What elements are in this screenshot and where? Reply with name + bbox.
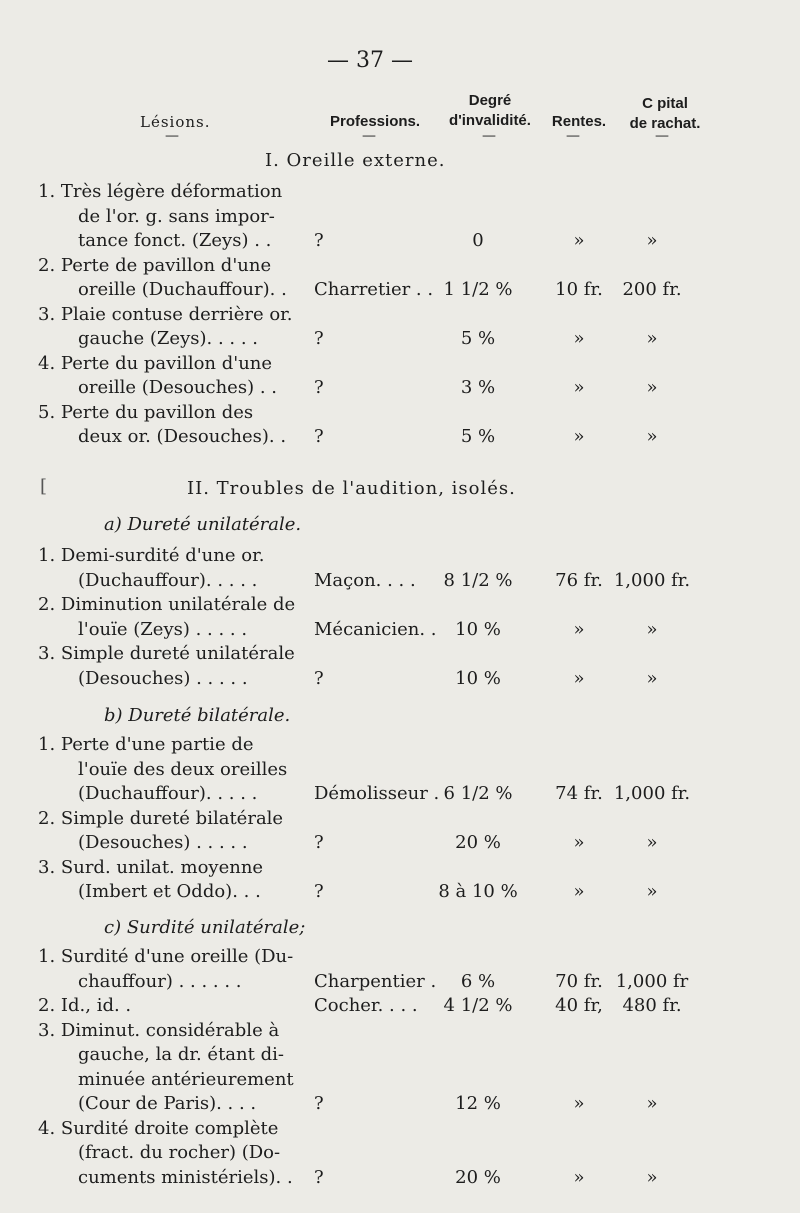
subsection-title: a) Dureté unilatérale. [104, 514, 302, 535]
lesion-cell: gauche (Zeys). . . . . [78, 328, 258, 349]
header-dash: — [165, 128, 179, 144]
table-row [0, 230, 800, 254]
invalidity-cell: 20 % [455, 832, 501, 853]
capital-cell: » [646, 1166, 658, 1188]
table-row [0, 279, 800, 303]
table-row [0, 328, 800, 352]
capital-cell: » [646, 667, 658, 689]
table-row [0, 426, 800, 450]
lesion-cell: 1. Perte d'une partie de [38, 734, 254, 755]
lesion-cell: deux or. (Desouches). . [78, 426, 287, 447]
table-row [0, 377, 800, 401]
profession-cell: ? [314, 881, 324, 902]
capital-cell: » [646, 328, 658, 349]
profession-cell: Charretier . . [314, 279, 434, 300]
rent-cell: » [573, 328, 585, 349]
capital-cell: 1,000 fr [615, 970, 689, 992]
table-row [0, 783, 800, 807]
section-title: I. Oreille externe. [265, 150, 446, 171]
rent-cell: 40 fr, [555, 995, 603, 1016]
margin-bracket-icon: [ [40, 476, 48, 497]
capital-cell: » [646, 230, 658, 251]
profession-cell: ? [314, 1166, 324, 1188]
rent-cell: 76 fr. [555, 569, 603, 591]
lesion-cell: oreille (Duchauffour). . [78, 279, 287, 300]
table-row [0, 353, 800, 377]
profession-cell: ? [314, 426, 324, 447]
invalidity-cell: 8 1/2 % [443, 569, 513, 591]
capital-cell: » [646, 1093, 658, 1114]
capital-cell: 1,000 fr. [613, 783, 691, 804]
lesion-cell: 3. Simple dureté unilatérale [38, 643, 295, 664]
table-row [0, 857, 800, 881]
lesion-cell: l'ouïe (Zeys) . . . . . [78, 618, 248, 640]
profession-cell: ? [314, 667, 324, 689]
table-row [0, 668, 800, 692]
table-row [0, 808, 800, 832]
invalidity-cell: 8 à 10 % [438, 881, 518, 902]
capital-cell: » [646, 618, 658, 640]
rent-cell: 74 fr. [555, 783, 603, 804]
header-capital-line2: de rachat. [629, 115, 701, 132]
lesion-cell: de l'or. g. sans impor- [78, 205, 275, 227]
table-row [0, 181, 800, 205]
rent-cell: » [573, 667, 585, 689]
invalidity-cell: 10 % [455, 618, 501, 640]
lesion-cell: cuments ministériels). . [78, 1166, 293, 1188]
table-row [0, 734, 800, 758]
table-row [0, 1118, 800, 1142]
header-rentes: Rentes. [551, 113, 607, 130]
profession-cell: Démolisseur . [314, 783, 440, 804]
capital-cell: 200 fr. [622, 279, 682, 300]
header-capital-line1: C pital [642, 95, 688, 112]
invalidity-cell: 5 % [460, 328, 496, 349]
capital-cell: 480 fr. [622, 995, 682, 1016]
lesion-cell: 2. Perte de pavillon d'une [38, 254, 272, 276]
lesion-cell: 2. Simple dureté bilatérale [38, 807, 284, 829]
lesion-cell: tance fonct. (Zeys) . . [78, 230, 272, 251]
invalidity-cell: 1 1/2 % [443, 279, 513, 300]
table-row [0, 881, 800, 905]
lesion-cell: (Desouches) . . . . . [78, 667, 248, 689]
subsection-title: c) Surdité unilatérale; [104, 917, 306, 938]
invalidity-cell: 6 1/2 % [443, 783, 513, 804]
header-degre-line2: d'invalidité. [449, 112, 531, 129]
profession-cell: ? [314, 1093, 324, 1114]
section-title: II. Troubles de l'audition, isolés. [187, 478, 516, 499]
lesion-cell: minuée antérieurement [78, 1068, 294, 1090]
header-dash: — [482, 128, 496, 144]
lesion-cell: l'ouïe des deux oreilles [78, 758, 288, 780]
rent-cell: » [573, 618, 585, 640]
invalidity-cell: 10 % [455, 667, 501, 689]
table-row [0, 570, 800, 594]
lesion-cell: (Duchauffour). . . . . [78, 783, 258, 804]
table-row [0, 1044, 800, 1068]
lesion-cell: (Imbert et Oddo). . . [78, 881, 261, 902]
lesion-cell: 2. Id., id. . [38, 995, 132, 1016]
lesion-cell: 1. Demi-surdité d'une or. [38, 545, 265, 566]
lesion-cell: 5. Perte du pavillon des [38, 401, 254, 423]
lesion-cell: gauche, la dr. étant di- [78, 1044, 284, 1065]
lesion-cell: 4. Perte du pavillon d'une [38, 352, 273, 374]
rent-cell: 10 fr. [555, 279, 603, 300]
table-row [0, 946, 800, 970]
lesion-cell: 3. Plaie contuse derrière or. [38, 303, 293, 325]
profession-cell: ? [314, 230, 324, 251]
table-row [0, 304, 800, 328]
rent-cell: » [573, 1166, 585, 1188]
header-dash: — [362, 128, 376, 144]
table-row [0, 643, 800, 667]
profession-cell: Maçon. . . . [314, 569, 416, 591]
profession-cell: ? [314, 377, 324, 398]
header-degre-line1: Degré [468, 92, 512, 109]
table-row [0, 1167, 800, 1191]
table-row [0, 206, 800, 230]
capital-cell: 1,000 fr. [613, 569, 691, 591]
lesion-cell: 3. Diminut. considérable à [38, 1019, 280, 1041]
capital-cell: » [646, 832, 658, 853]
lesion-cell: (Duchauffour). . . . . [78, 569, 258, 591]
table-row [0, 255, 800, 279]
header-dash: — [566, 128, 580, 144]
page-number: — 37 — [327, 48, 413, 73]
lesion-cell: (Cour de Paris). . . . [78, 1093, 257, 1114]
table-row [0, 594, 800, 618]
lesion-cell: 2. Diminution unilatérale de [38, 594, 296, 615]
invalidity-cell: 3 % [460, 377, 496, 398]
capital-cell: » [646, 377, 658, 398]
table-row [0, 971, 800, 995]
table-row [0, 832, 800, 856]
lesion-cell: (fract. du rocher) (Do- [78, 1142, 281, 1163]
table-row [0, 1020, 800, 1044]
rent-cell: » [573, 881, 585, 902]
profession-cell: Cocher. . . . [314, 995, 418, 1016]
table-row [0, 619, 800, 643]
profession-cell: Charpentier . [314, 970, 437, 992]
rent-cell: 70 fr. [555, 970, 603, 992]
table-row [0, 402, 800, 426]
lesion-cell: oreille (Desouches) . . [78, 377, 277, 398]
lesion-cell: 1. Surdité d'une oreille (Du- [38, 946, 294, 967]
invalidity-cell: 4 1/2 % [443, 995, 513, 1016]
lesion-cell: (Desouches) . . . . . [78, 832, 248, 853]
subsection-title: b) Dureté bilatérale. [104, 705, 291, 726]
lesion-cell: 3. Surd. unilat. moyenne [38, 856, 264, 878]
table-row [0, 545, 800, 569]
capital-cell: » [646, 881, 658, 902]
invalidity-cell: 0 [472, 230, 484, 251]
header-lesions: Lésions. [140, 113, 211, 131]
rent-cell: » [573, 230, 585, 251]
table-row [0, 995, 800, 1019]
profession-cell: Mécanicien. . [314, 618, 437, 640]
rent-cell: » [573, 1093, 585, 1114]
table-row [0, 759, 800, 783]
table-row [0, 1093, 800, 1117]
rent-cell: » [573, 426, 585, 447]
rent-cell: » [573, 377, 585, 398]
profession-cell: ? [314, 328, 324, 349]
profession-cell: ? [314, 832, 324, 853]
rent-cell: » [573, 832, 585, 853]
capital-cell: » [646, 426, 658, 447]
table-row [0, 1142, 800, 1166]
header-dash: — [655, 128, 669, 144]
lesion-cell: 4. Surdité droite complète [38, 1117, 279, 1139]
table-row [0, 1069, 800, 1093]
header-professions: Professions. [330, 113, 421, 130]
invalidity-cell: 6 % [460, 970, 496, 992]
lesion-cell: chauffour) . . . . . . [78, 970, 242, 992]
invalidity-cell: 12 % [455, 1093, 501, 1114]
lesion-cell: 1. Très légère déformation [38, 181, 283, 202]
invalidity-cell: 20 % [455, 1166, 501, 1188]
invalidity-cell: 5 % [460, 426, 496, 447]
